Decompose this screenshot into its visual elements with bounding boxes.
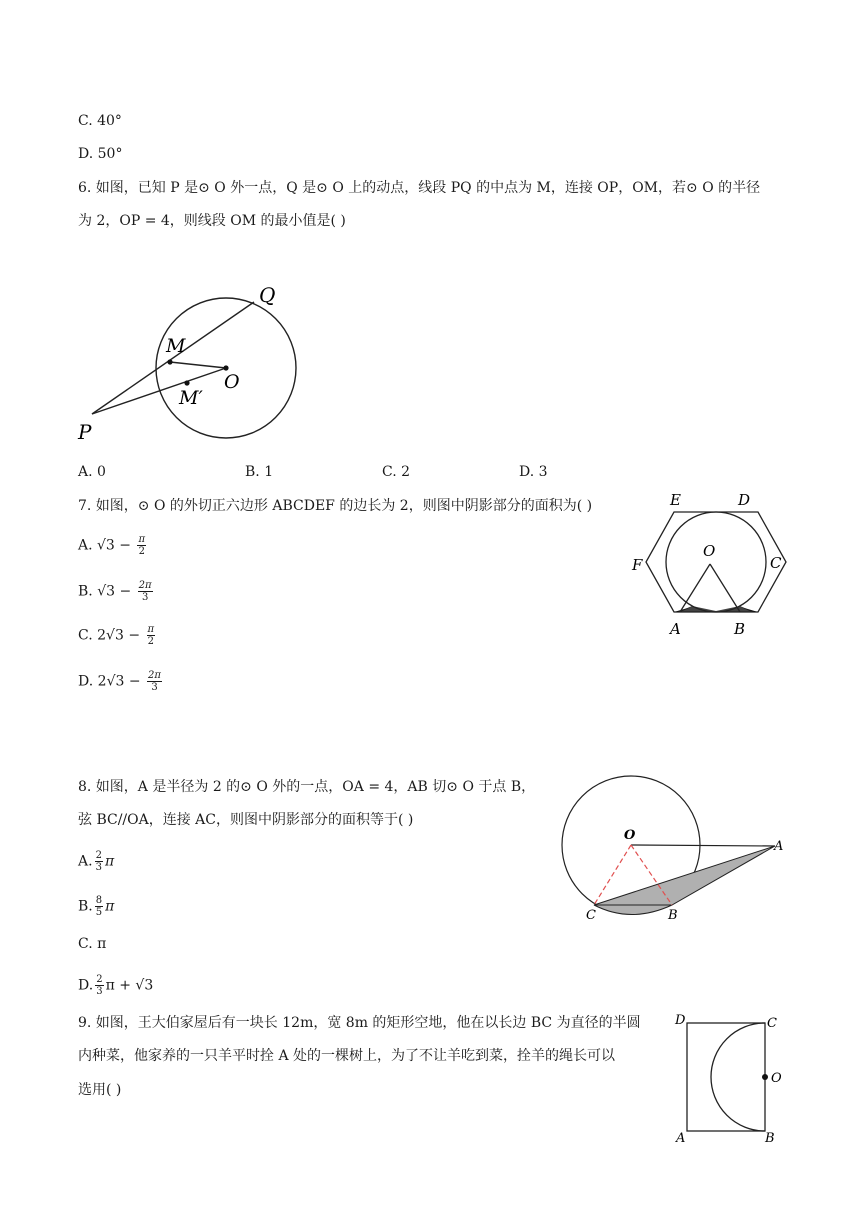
q7-label-d: D (738, 491, 751, 509)
q8-label-c: C (586, 908, 596, 923)
q9-stem-line1: 9. 如图，王大伯家屋后有一块长 12m，宽 8m 的矩形空地，他在以长边 BC 为直径的半圆 (78, 1015, 641, 1031)
q9-label-d: D (675, 1013, 686, 1028)
q9-point-o (762, 1074, 768, 1080)
q8-label-b: B (668, 908, 678, 923)
q6-point-o (223, 365, 228, 370)
q6-figure (70, 280, 310, 450)
q7-segment-ob (710, 564, 740, 612)
q7-incircle (666, 512, 766, 612)
q6-label-q: Q (259, 283, 276, 307)
q8-figure (556, 778, 796, 928)
q8-option-a: A. $\frac{2}{3}$ π (78, 850, 115, 873)
q9-stem-line2: 内种菜，他家养的一只羊平时拴 A 处的一棵树上，为了不让羊吃到菜，拴羊的绳长可以 (78, 1048, 616, 1064)
q7-label-o: O (703, 542, 716, 560)
q7-option-b: B. √3 − $\frac{2\pi}{3}$ (78, 580, 152, 603)
q9-stem-line3: 选用( ) (78, 1082, 122, 1098)
q7-hexagon (646, 512, 786, 612)
q7-label-f: F (632, 556, 643, 574)
q8-segment-oa (631, 845, 775, 846)
q6-label-m: M (166, 335, 186, 357)
q6-option-d: D. 3 (519, 464, 548, 480)
q6-point-m-prime (184, 380, 189, 385)
q9-figure (670, 1008, 800, 1148)
q7-label-b: B (734, 620, 746, 638)
q6-segment-om (170, 362, 226, 368)
q7-label-a: A (670, 620, 681, 638)
q7-option-d: D. 2√3 − $\frac{2\pi}{3}$ (78, 670, 161, 693)
q8-label-a: A (774, 839, 784, 854)
q6-label-m-prime: M′ (179, 387, 203, 409)
q7-option-a: A. √3 − $\frac{\pi}{2}$ (78, 534, 146, 557)
q8-stem-line1: 8. 如图，A 是半径为 2 的⊙ O 外的一点，OA = 4，AB 切⊙ O 于点 B， (78, 779, 536, 795)
q8-option-c: C. π (78, 936, 107, 952)
q7-shading-ab (678, 606, 754, 612)
q5-option-c: C. 40° (78, 113, 122, 129)
q7-stem: 7. 如图，⊙ O 的外切正六边形 ABCDEF 的边长为 2，则图中阴影部分的面积为( ) (78, 498, 593, 514)
q6-point-m (167, 359, 172, 364)
q8-label-o: O (624, 828, 636, 843)
q8-shaded-segment (594, 905, 672, 915)
q6-stem-line2: 为 2，OP = 4，则线段 OM 的最小值是( ) (78, 213, 346, 229)
q9-label-c: C (767, 1016, 777, 1031)
q6-stem-line1: 6. 如图，已知 P 是⊙ O 外一点，Q 是⊙ O 上的动点，线段 PQ 的中点为 M，连接 OP，OM，若⊙ O 的半径 (78, 180, 761, 196)
q9-label-a: A (676, 1131, 686, 1146)
q7-option-c: C. 2√3 − $\frac{\pi}{2}$ (78, 624, 155, 647)
q5-option-d: D. 50° (78, 146, 123, 162)
q6-label-o: O (224, 371, 240, 393)
q6-option-b: B. 1 (245, 464, 274, 480)
q8-option-d: D. $\frac{2}{3}$ π + √3 (78, 974, 154, 997)
q9-label-b: B (765, 1131, 775, 1146)
q6-label-p: P (78, 420, 92, 444)
q7-label-c: C (770, 554, 782, 572)
q6-segment-po (92, 368, 226, 414)
q6-option-a: A. 0 (78, 464, 106, 480)
q8-shaded-triangle (594, 846, 775, 905)
q8-stem-line2: 弦 BC//OA，连接 AC，则图中阴影部分的面积等于( ) (78, 812, 414, 828)
q7-label-e: E (670, 491, 681, 509)
q6-option-c: C. 2 (382, 464, 411, 480)
q6-segment-pq (92, 302, 254, 414)
q7-segment-oa (680, 564, 710, 612)
q9-label-o: O (771, 1071, 782, 1086)
q9-semicircle (711, 1023, 765, 1131)
q7-figure (628, 490, 788, 640)
q8-option-b: B. $\frac{8}{5}$ π (78, 895, 115, 918)
